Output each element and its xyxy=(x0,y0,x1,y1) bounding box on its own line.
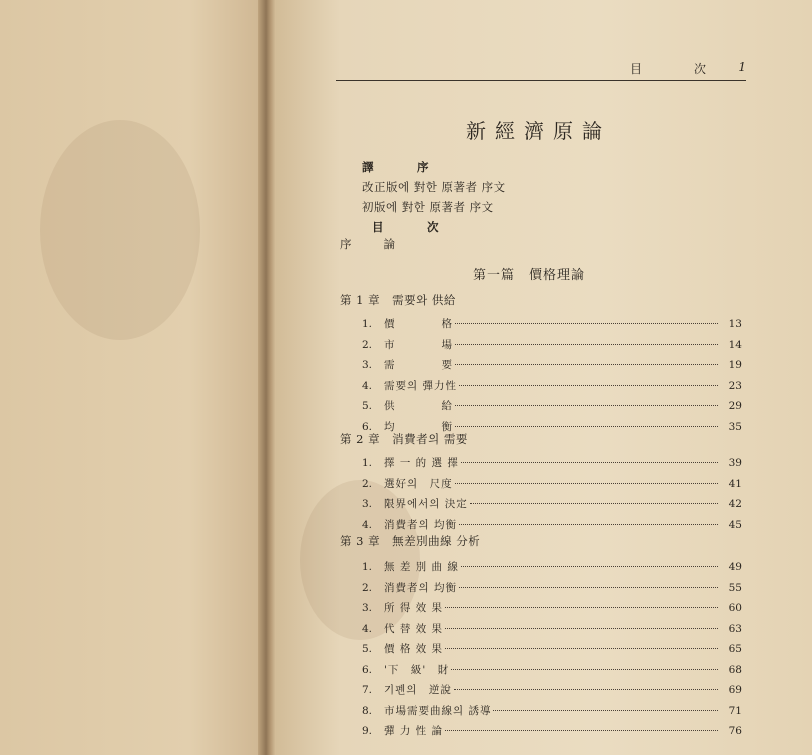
toc-entry-number: 8. xyxy=(362,704,373,717)
toc-entry-title: 需要의 彈力性 xyxy=(384,379,457,392)
chapter-heading: 第 2 章 消費者의 需要 xyxy=(340,432,468,446)
toc-entry-number: 1. xyxy=(362,457,373,469)
book-gutter xyxy=(258,0,276,755)
toc-entry xyxy=(362,517,742,533)
toc-entry-number: 2. xyxy=(362,581,373,594)
toc-entry-number: 4. xyxy=(362,622,373,635)
dot-leader xyxy=(455,405,718,406)
toc-entry-title: 市 場 xyxy=(384,338,453,351)
dot-leader xyxy=(454,689,718,690)
dot-leader xyxy=(459,385,718,386)
toc-entry-title: '下 級' 財 xyxy=(384,663,450,676)
toc-entry-number: 3. xyxy=(362,359,373,371)
toc-entry-page: 14 xyxy=(728,338,742,351)
toc-entry xyxy=(362,476,742,492)
toc-entry-number: 2. xyxy=(362,338,373,351)
dot-leader xyxy=(451,669,718,670)
toc-entry-page: 41 xyxy=(728,477,742,490)
toc-entry xyxy=(362,600,742,616)
dot-leader xyxy=(461,566,718,567)
toc-entry-number: 4. xyxy=(362,518,373,531)
toc-entry xyxy=(362,621,742,637)
toc-entry-page: 63 xyxy=(728,622,742,635)
toc-entry-page: 13 xyxy=(728,318,742,330)
toc-entry-title: 無 差 別 曲 線 xyxy=(384,561,459,573)
toc-entry-page: 39 xyxy=(728,457,742,469)
toc-entry-title: 消費者의 均衡 xyxy=(384,518,457,531)
book-title: 新經濟原論 xyxy=(466,119,611,143)
chapter-heading: 第 3 章 無差別曲線 分析 xyxy=(340,534,481,548)
toc-entry-page: 60 xyxy=(728,602,742,614)
toc-entry xyxy=(362,496,742,512)
toc-entry-number: 1. xyxy=(362,318,373,330)
toc-entry-page: 23 xyxy=(728,379,742,392)
dot-leader xyxy=(445,648,718,649)
toc-entry xyxy=(362,455,742,471)
toc-entry-title: 需 要 xyxy=(384,359,453,371)
dot-leader xyxy=(445,730,718,731)
toc-entry-number: 3. xyxy=(362,602,373,614)
toc-entry-page: 45 xyxy=(728,518,742,531)
dot-leader xyxy=(455,364,718,365)
toc-entry-title: 價 格 xyxy=(384,318,453,330)
dot-leader xyxy=(455,344,718,345)
toc-entry-title: 限界에서의 決定 xyxy=(384,498,468,510)
toc-entry-title: 選好의 尺度 xyxy=(384,477,453,490)
running-head-page: 1 xyxy=(738,60,746,74)
toc-entry-title: 消費者의 均衡 xyxy=(384,581,457,594)
toc-entry-title: 供 給 xyxy=(384,400,453,412)
dot-leader xyxy=(455,323,718,324)
toc-entry xyxy=(362,703,742,719)
running-head xyxy=(336,58,746,81)
toc-entry-title: 기펜의 逆說 xyxy=(384,684,452,696)
toc-entry-number: 9. xyxy=(362,725,373,737)
paper-stain xyxy=(40,120,200,340)
toc-entry-number: 3. xyxy=(362,498,373,510)
dot-leader xyxy=(461,462,718,463)
dot-leader xyxy=(493,710,718,711)
toc-entry-page: 19 xyxy=(728,359,742,371)
dot-leader xyxy=(455,426,718,427)
front-matter-contents: 目 次 xyxy=(372,220,455,234)
dot-leader xyxy=(445,628,718,629)
part-heading: 第一篇 價格理論 xyxy=(473,268,586,283)
toc-entry-page: 76 xyxy=(728,725,742,737)
toc-entry-page: 55 xyxy=(728,581,742,594)
dot-leader xyxy=(470,503,718,504)
toc-entry-number: 5. xyxy=(362,643,373,655)
toc-entry-page: 65 xyxy=(728,643,742,655)
dot-leader xyxy=(455,483,718,484)
dot-leader xyxy=(459,587,718,588)
toc-entry-number: 1. xyxy=(362,561,373,573)
running-head-label: 目 次 xyxy=(629,62,726,76)
toc-entry-title: 所 得 效 果 xyxy=(384,602,444,614)
toc-entry-title: 彈 力 性 論 xyxy=(384,725,444,737)
toc-entry xyxy=(362,723,742,739)
toc-entry xyxy=(362,337,742,353)
toc-entry-page: 68 xyxy=(728,663,742,676)
toc-entry-title: 均 衡 xyxy=(384,420,453,433)
toc-entry xyxy=(362,641,742,657)
toc-entry xyxy=(362,662,742,678)
left-page xyxy=(0,0,270,755)
front-matter-first-preface: 初版에 對한 原著者 序文 xyxy=(362,200,494,214)
toc-entry-number: 2. xyxy=(362,477,373,490)
toc-entry-title: 代 替 效 果 xyxy=(384,622,444,635)
toc-entry-number: 6. xyxy=(362,663,373,676)
front-matter-revised-preface: 改正版에 對한 原著者 序文 xyxy=(362,180,506,194)
toc-entry xyxy=(362,559,742,575)
chapter-heading: 第 1 章 需要와 供給 xyxy=(340,293,456,307)
front-matter-introduction: 序 論 xyxy=(340,237,398,251)
toc-entry-page: 49 xyxy=(728,561,742,573)
toc-entry xyxy=(362,580,742,596)
toc-entry xyxy=(362,316,742,332)
toc-entry-page: 42 xyxy=(728,498,742,510)
toc-entry-number: 4. xyxy=(362,379,373,392)
toc-entry xyxy=(362,682,742,698)
toc-entry-title: 擇 一 的 選 擇 xyxy=(384,457,459,469)
toc-entry-title: 市場需要曲線의 誘導 xyxy=(384,704,492,717)
toc-entry-title: 價 格 效 果 xyxy=(384,643,444,655)
front-matter-translator-preface: 譯 序 xyxy=(362,160,445,174)
toc-entry xyxy=(362,398,742,414)
toc-entry xyxy=(362,378,742,394)
toc-entry-number: 7. xyxy=(362,684,373,696)
toc-entry-page: 29 xyxy=(728,400,742,412)
dot-leader xyxy=(445,607,718,608)
toc-entry-page: 71 xyxy=(728,704,742,717)
dot-leader xyxy=(459,524,718,525)
toc-entry-number: 5. xyxy=(362,400,373,412)
toc-entry xyxy=(362,357,742,373)
toc-entry-page: 69 xyxy=(728,684,742,696)
toc-entry-number: 6. xyxy=(362,420,373,433)
toc-entry-page: 35 xyxy=(728,420,742,433)
